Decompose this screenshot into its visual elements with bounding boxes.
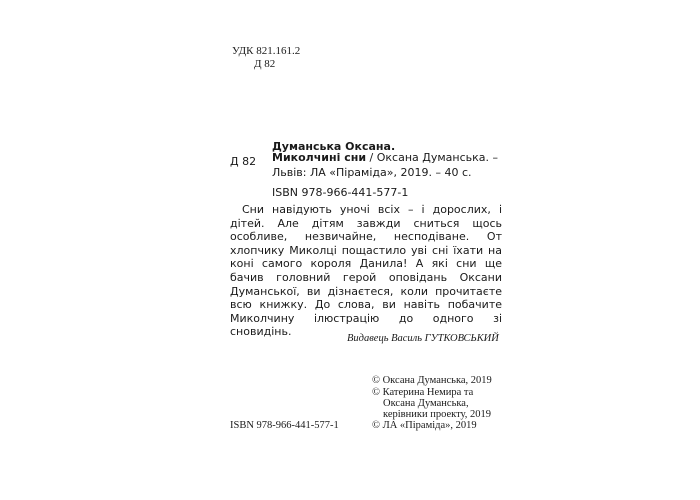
annotation-text: Сни навідують уночі всіх – і дорослих, і дітей. Але дітям завжди сниться щось особливе, незвичайне, несподіване. От хлопчику Миколці пощастило уві сні їхати на коні самого короля Данила! А які сни ще бачив головний герой оповідань Оксани Думанської, ви дізнаєтеся, коли прочитаєте всю книжку. До слова, ви навіть побачите Миколчину ілюстрацію до одного зі сновидінь. [230,203,502,339]
publication-details: / Оксана Думанська. – Львів: ЛА «Піраміда», 2019. – 40 с. [272,151,498,179]
publisher-line: Видавець Василь ГУТКОВСЬКИЙ [347,333,499,344]
isbn-main: ISBN 978-966-441-577-1 [272,186,409,199]
udk-code: УДК 821.161.2 [232,45,301,57]
copyright-project-leaders-cont: Оксана Думанська, [383,398,469,409]
isbn-bottom: ISBN 978-966-441-577-1 [230,420,339,431]
copyright-publisher: © ЛА «Піраміда», 2019 [372,420,477,431]
author-sign-code-left: Д 82 [230,155,257,168]
copyright-author: © Оксана Думанська, 2019 [372,375,492,386]
author-name: Думанська Оксана. [272,140,396,153]
book-title: Миколчині сни [272,151,367,164]
bibliographic-description [272,151,502,180]
copyright-project-leaders: © Катерина Немира та [372,387,474,398]
copyright-project-leaders-role: керівники проекту, 2019 [383,409,491,420]
author-sign-code: Д 82 [254,58,276,70]
